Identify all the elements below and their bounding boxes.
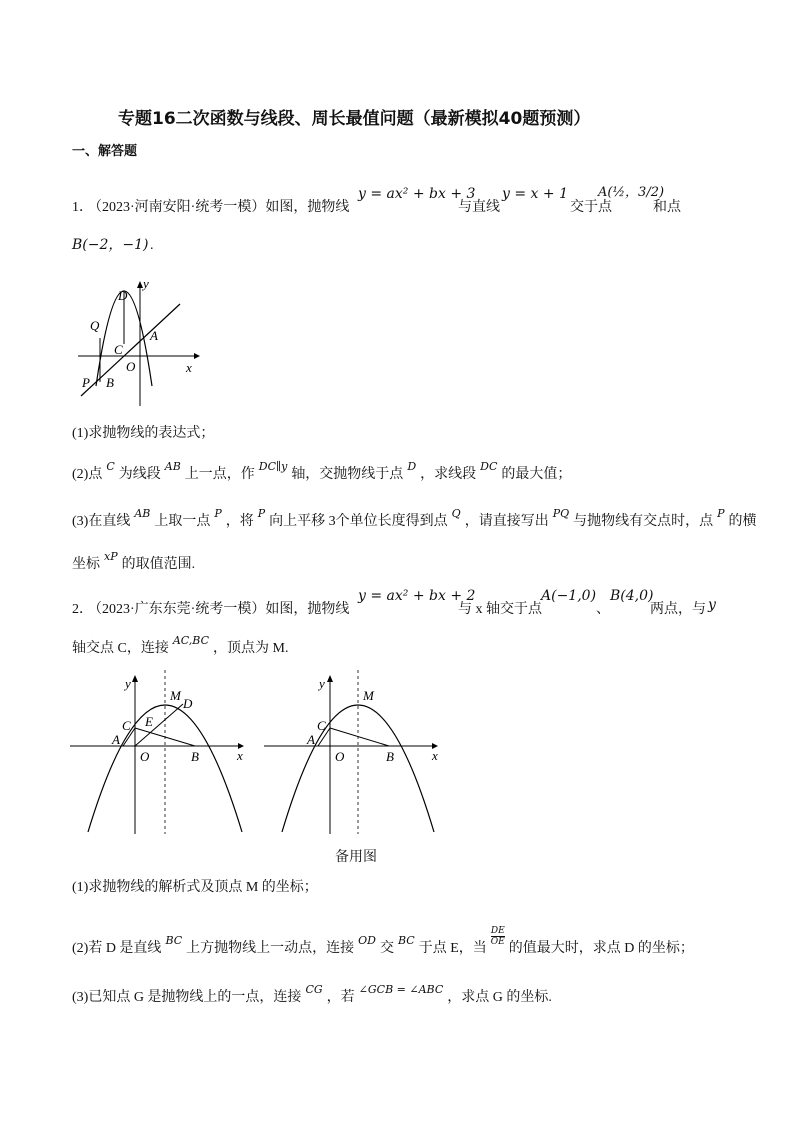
q1-part3-line2 xyxy=(72,550,196,573)
q2-fig1-label-o: O xyxy=(140,749,150,764)
q2-parabola-equation: y = ax² + bx + 2 xyxy=(358,588,476,604)
q1-part2-text-c: 上一点，作 xyxy=(184,467,255,482)
q1-part3-text-range: 的取值范围. xyxy=(121,557,196,572)
q2-graph-figure-main xyxy=(70,668,250,838)
q2-part2-fraction-denominator: OE xyxy=(490,936,505,947)
q1-part1: (1)求抛物线的表达式； xyxy=(72,426,215,441)
q1-part3-text-g: 的横 xyxy=(728,514,757,529)
q1-part3-text-d: 向上平移 3个单位长度得到点 xyxy=(269,514,448,529)
q1-part3-pq: PQ xyxy=(552,507,570,520)
q1-part3-line1 xyxy=(72,507,757,530)
q1-label-c: C xyxy=(114,342,123,357)
q2-part1: (1)求抛物线的解析式及顶点 M 的坐标； xyxy=(72,880,318,895)
q1-graph-figure xyxy=(76,268,206,408)
q2-fig2-label-c: C xyxy=(317,718,326,733)
q1-part2-text-d: 轴，交抛物线于点 xyxy=(291,467,404,482)
q1-label-x: x xyxy=(186,360,192,375)
q2-fig1-label-y: y xyxy=(125,676,131,691)
q1-point-b: B(−2，−1) xyxy=(72,237,149,253)
q2-part2-bc2: BC xyxy=(398,934,415,947)
q2-part2-fraction xyxy=(491,926,505,947)
q1-label-d: D xyxy=(118,288,128,303)
q2-fig2-label-a: A xyxy=(307,732,315,747)
q2-ac-bc: AC,BC xyxy=(172,634,210,647)
q2-line2-text: 轴交点 C，连接 xyxy=(72,641,169,656)
q1-part2-text-e: ，求线段 xyxy=(420,467,477,482)
q2-part3 xyxy=(72,983,552,1006)
section-heading: 一、解答题 xyxy=(72,144,138,159)
q2-fig1-label-d: D xyxy=(183,696,193,711)
q2-graph-figure-spare xyxy=(262,668,452,838)
q2-part3-angle-condition: ∠GCB = ∠ABC xyxy=(358,983,444,996)
q2-fig1-label-x: x xyxy=(237,748,243,763)
q2-part2-fraction-numerator: DE xyxy=(490,925,505,936)
q2-part3-text-a: (3)已知点 G 是抛物线上的一点，连接 xyxy=(72,990,302,1005)
q1-line-equation: y = x + 1 xyxy=(502,186,568,202)
q2-fig1-segment-od xyxy=(135,704,183,746)
q2-part3-text-c: ，求点 G 的坐标. xyxy=(447,990,552,1005)
q1-label-o: O xyxy=(126,359,136,374)
q2-two-points-text: 两点，与 xyxy=(650,602,706,617)
q1-point-a: A(½，3/2) xyxy=(598,185,665,200)
q1-meet-text: 交于点 xyxy=(570,200,612,215)
q1-part3-text-coord: 坐标 xyxy=(72,557,100,572)
q2-source: （2023·广东东莞·统考一模）如图，抛物线 xyxy=(88,602,350,617)
q2-part2-text-e: 的值最大时，求点 D 的坐标； xyxy=(508,941,694,956)
q2-part2-text-d: 于点 E，当 xyxy=(418,941,487,956)
q1-label-a: A xyxy=(150,328,158,343)
q1-part3-text-c: ，将 xyxy=(225,514,254,529)
q1-number: 1． xyxy=(72,200,93,215)
q2-line2 xyxy=(72,634,289,657)
q2-fig2-label-x: x xyxy=(432,748,438,763)
q1-part2-text-f: 的最大值； xyxy=(501,467,572,482)
page-title: 专题16二次函数与线段、周长最值问题（最新模拟40题预测） xyxy=(118,109,591,129)
q1-with-line-text: 与直线 xyxy=(458,200,500,215)
q1-parabola-equation: y = ax² + bx + 3 xyxy=(358,186,476,202)
q2-fig2-label-y: y xyxy=(319,676,325,691)
q1-part3-text-a: (3)在直线 xyxy=(72,514,131,529)
q1-part3-xp: xP xyxy=(104,550,118,563)
q1-source: （2023·河南安阳·统考一模）如图，抛物线 xyxy=(88,200,350,215)
q1-and-text: 和点 xyxy=(653,200,681,215)
q1-part2-ab: AB xyxy=(164,460,181,473)
q2-spare-figure-caption: 备用图 xyxy=(335,850,377,865)
q2-fig2-label-o: O xyxy=(335,749,345,764)
q2-fig1-y-axis-arrow xyxy=(132,675,138,682)
q2-part3-cg: CG xyxy=(305,983,323,996)
q1-part2-dc: DC xyxy=(480,460,498,473)
q2-fig1-label-c: C xyxy=(122,718,131,733)
q2-fig1-label-a: A xyxy=(112,732,120,747)
q1-part2-text-a: (2)点 xyxy=(72,467,103,482)
q2-fig2-label-m: M xyxy=(363,688,374,703)
q2-point-b: B(4,0) xyxy=(610,588,654,604)
q2-fig1-label-b: B xyxy=(191,749,199,764)
q2-number: 2． xyxy=(72,602,93,617)
q2-fig2-label-b: B xyxy=(386,749,394,764)
q1-label-q: Q xyxy=(90,318,100,333)
q2-part3-text-b: ，若 xyxy=(326,990,355,1005)
q1-part3-text-e: ，请直接写出 xyxy=(464,514,549,529)
q1-part3-text-b: 上取一点 xyxy=(154,514,211,529)
q1-part2-c: C xyxy=(106,460,115,473)
q1-label-p: P xyxy=(82,375,90,390)
q1-part2-d: D xyxy=(407,460,417,473)
q2-part2-text-a: (2)若 D 是直线 xyxy=(72,941,162,956)
q1-label-b: B xyxy=(106,375,114,390)
q1-part3-p2: P xyxy=(257,507,266,520)
q1-part2-text-b: 为线段 xyxy=(118,467,161,482)
q2-part2-text-b: 上方抛物线上一动点，连接 xyxy=(186,941,355,956)
q1-x-axis-arrow xyxy=(194,353,200,359)
q2-line2-vertex-text: ，顶点为 M. xyxy=(213,641,289,656)
q2-part2-text-c: 交 xyxy=(380,941,394,956)
q2-point-a: A(−1,0) xyxy=(541,588,597,604)
q1-part2-dc-parallel-y: DC∥y xyxy=(258,460,288,473)
q2-fig2-segment-bc xyxy=(330,728,389,746)
q1-part3-p3: P xyxy=(717,507,725,520)
q1-label-y: y xyxy=(143,276,149,291)
q1-part3-q: Q xyxy=(451,507,461,520)
q2-fig1-label-e: E xyxy=(145,714,153,729)
q1-period: . xyxy=(150,238,154,253)
q2-meet-text: 与 x 轴交于点 xyxy=(458,602,542,617)
q1-part3-p: P xyxy=(214,507,222,520)
q2-fig1-label-m: M xyxy=(170,688,181,703)
q2-fig2-y-axis-arrow xyxy=(327,675,333,682)
q2-y-tail: y xyxy=(708,597,716,613)
q1-part3-ab: AB xyxy=(134,507,151,520)
q1-part3-text-f: 与抛物线有交点时，点 xyxy=(573,514,714,529)
q2-part2 xyxy=(72,925,694,959)
q1-part2 xyxy=(72,460,572,483)
q2-part2-od: OD xyxy=(358,934,376,947)
q2-separator: 、 xyxy=(596,602,610,617)
q2-part2-bc: BC xyxy=(165,934,183,947)
